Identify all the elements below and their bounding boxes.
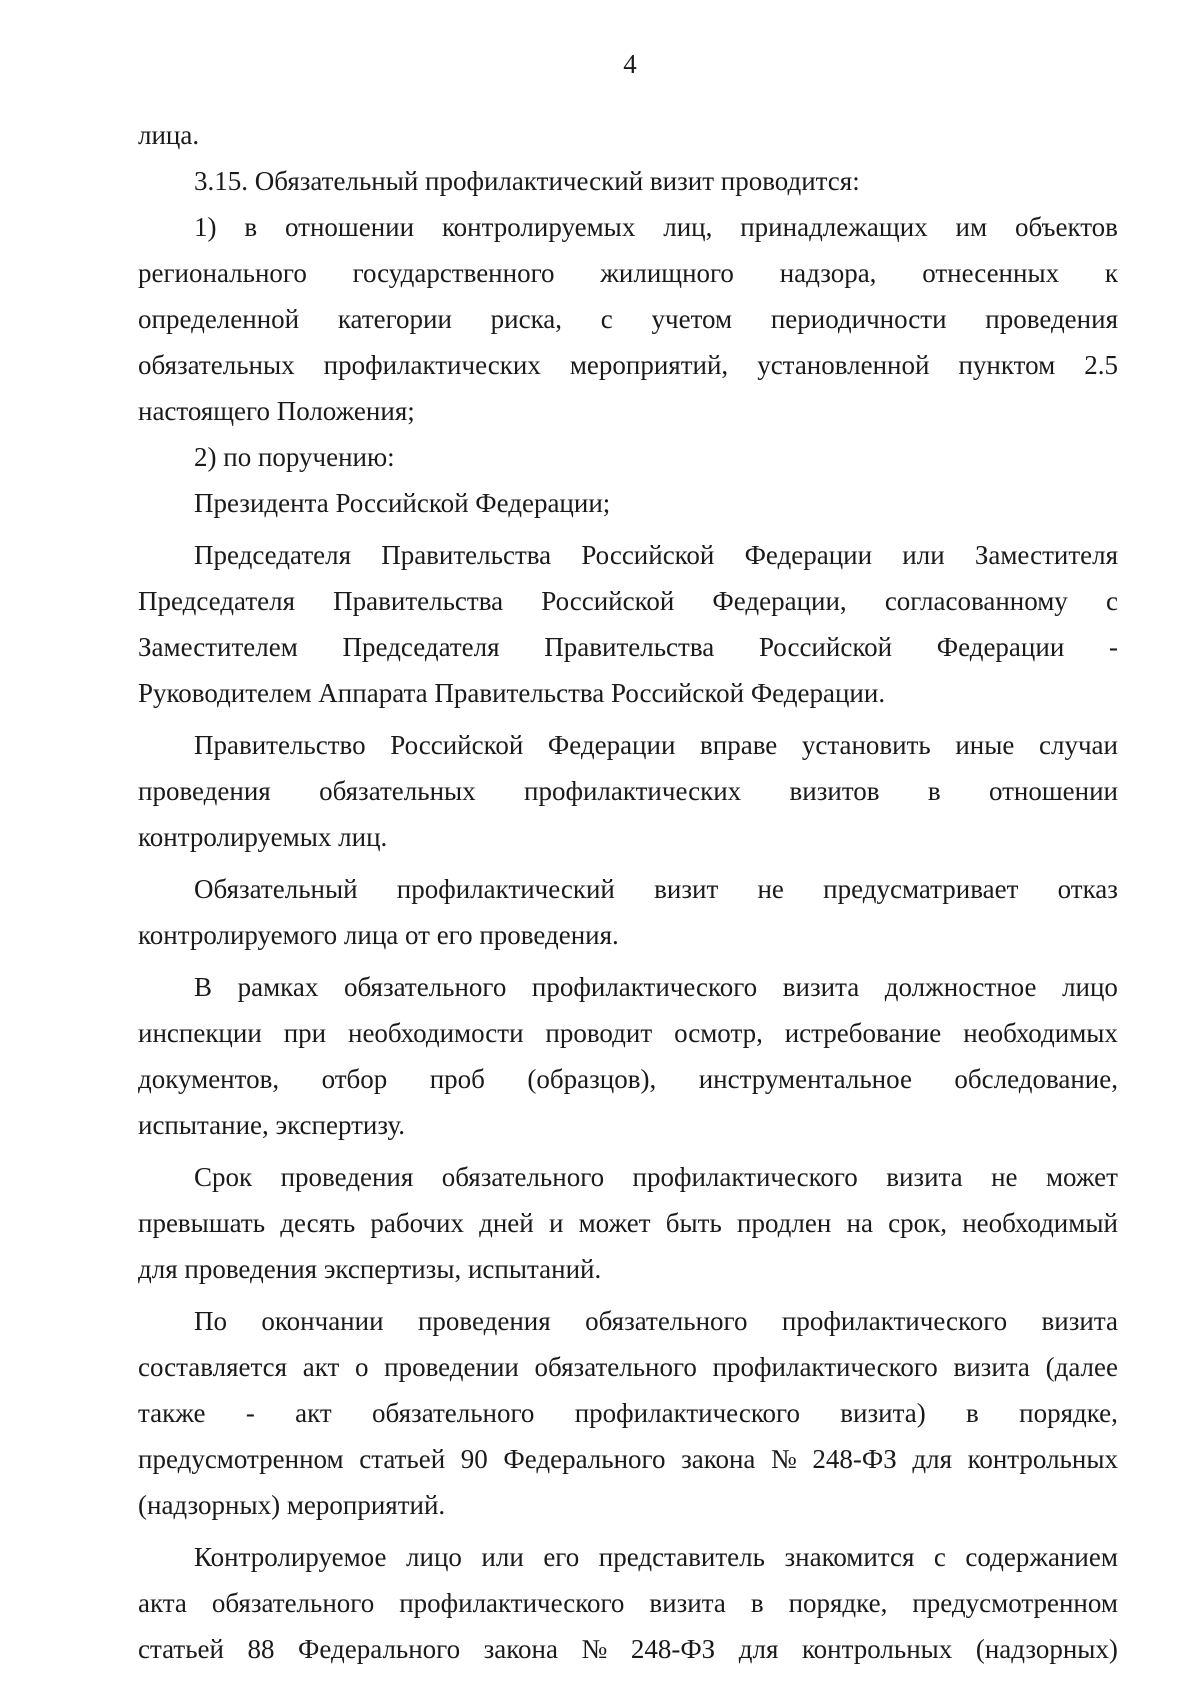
word: дней <box>479 1208 534 1238</box>
word: Срок <box>194 1162 253 1192</box>
word: профилактического <box>632 1162 858 1192</box>
word: профилактического <box>574 1398 800 1428</box>
text-line <box>138 342 1118 388</box>
word: объектов <box>1014 212 1118 242</box>
word: обязательного <box>441 1162 605 1192</box>
word: также <box>138 1398 206 1428</box>
word: с <box>1105 586 1118 616</box>
word: для <box>912 1444 952 1474</box>
text-line <box>138 768 1118 814</box>
word: акт <box>302 1352 340 1382</box>
word: продлен <box>737 1208 832 1238</box>
text-line <box>138 1534 1118 1580</box>
word: Федерации <box>744 540 873 570</box>
text-line: испытание, экспертизу. <box>138 1110 406 1140</box>
text-line: 3.15. Обязательный профилактический визит проводится: <box>194 166 860 196</box>
word: обязательных <box>319 776 476 806</box>
word: (надзорных) <box>975 1634 1118 1664</box>
word: необходимости <box>348 1018 524 1048</box>
text-line <box>138 1010 1118 1056</box>
word: Правительство <box>194 730 366 760</box>
word: отнесенных <box>922 258 1060 288</box>
word: может <box>1045 1162 1118 1192</box>
word: проведения <box>985 304 1118 334</box>
word: В <box>194 972 213 1002</box>
word: отношении <box>285 212 415 242</box>
word: контрольных <box>801 1634 953 1664</box>
word: превышать <box>138 1208 266 1238</box>
word: государственного <box>352 258 555 288</box>
word: или <box>481 1542 524 1572</box>
text-line <box>138 532 1118 578</box>
word: при <box>283 1018 327 1048</box>
word: содержанием <box>965 1542 1118 1572</box>
text-line: настоящего Положения; <box>138 396 415 426</box>
word: профилактический <box>396 874 615 904</box>
word: 2.5 <box>1084 350 1118 380</box>
word: Заместителем <box>138 632 298 662</box>
word: Российской <box>581 540 715 570</box>
text-line <box>138 1056 1118 1102</box>
word: Правительства <box>333 586 504 616</box>
word: в <box>927 776 941 806</box>
word: лицо <box>1062 972 1118 1002</box>
word: определенной <box>138 304 300 334</box>
word: визита <box>886 1162 963 1192</box>
word: Федерального <box>298 1634 461 1664</box>
text-line: (надзорных) мероприятий. <box>138 1490 446 1520</box>
word: закона <box>681 1444 756 1474</box>
word: проб <box>429 1064 485 1094</box>
word: на <box>846 1208 873 1238</box>
word: проведения <box>138 776 271 806</box>
word: визита <box>649 1588 726 1618</box>
word: в <box>966 1398 979 1428</box>
word: обязательного <box>343 972 507 1002</box>
word: предусмотренном <box>138 1444 344 1474</box>
word: необходимых <box>963 1018 1118 1048</box>
word: обязательного <box>372 1398 535 1428</box>
word: Российской <box>758 632 893 662</box>
word: проведения <box>417 1306 551 1336</box>
word: не <box>757 874 784 904</box>
word: учетом <box>651 304 733 334</box>
word: контрольных <box>967 1444 1118 1474</box>
word: в <box>750 1588 764 1618</box>
word: должностное <box>884 972 1037 1002</box>
word: обязательного <box>585 1306 748 1336</box>
word: (далее <box>1045 1352 1118 1382</box>
word: № <box>581 1634 608 1664</box>
text-line <box>138 1344 1118 1390</box>
word: статьей <box>359 1444 446 1474</box>
word: Заместителя <box>974 540 1118 570</box>
word: профилактических <box>524 776 742 806</box>
word: проводит <box>545 1018 653 1048</box>
text-line <box>138 1154 1118 1200</box>
word: профилактических <box>323 350 541 380</box>
text-line <box>138 866 1118 912</box>
word: отказ <box>1057 874 1118 904</box>
word: необходимый <box>962 1208 1118 1238</box>
word: 88 <box>247 1634 275 1664</box>
word: обязательных <box>138 350 295 380</box>
word: установленной <box>757 350 930 380</box>
word: 1) <box>194 212 217 242</box>
text-line <box>138 1436 1118 1482</box>
word: 90 <box>460 1444 488 1474</box>
text-line: 2) по поручению: <box>194 442 395 472</box>
word: категории <box>337 304 452 334</box>
text-line <box>138 578 1118 624</box>
word: Федерации, <box>712 586 847 616</box>
word: № <box>771 1444 797 1474</box>
word: для <box>738 1634 779 1664</box>
word: визита <box>782 972 860 1002</box>
text-line <box>138 296 1118 342</box>
text-line <box>138 1390 1118 1436</box>
text-line: контролируемого лица от его проведения. <box>138 920 619 950</box>
word: обследование, <box>954 1064 1118 1094</box>
word: порядке, <box>788 1588 888 1618</box>
word: жилищного <box>600 258 734 288</box>
word: риска, <box>490 304 563 334</box>
word: установить <box>801 730 931 760</box>
word: лиц, <box>663 212 713 242</box>
text-line: для проведения экспертизы, испытаний. <box>138 1254 602 1284</box>
word: может <box>578 1208 651 1238</box>
text-line <box>138 1298 1118 1344</box>
word: - <box>1109 632 1118 662</box>
word: отношении <box>988 776 1118 806</box>
word: акта <box>138 1588 187 1618</box>
word: профилактического <box>531 972 758 1002</box>
word: 248-ФЗ <box>812 1444 897 1474</box>
text-line <box>138 1626 1118 1672</box>
word: его <box>543 1542 580 1572</box>
word: рамках <box>237 972 319 1002</box>
word: обязательного <box>534 1352 697 1382</box>
word: Федерации <box>936 632 1065 662</box>
word: случаи <box>1039 730 1118 760</box>
word: Правительства <box>381 540 552 570</box>
word: с <box>933 1542 946 1572</box>
word: визитов <box>789 776 880 806</box>
word: быть <box>665 1208 722 1238</box>
word: срок, <box>888 1208 948 1238</box>
text-line <box>138 1200 1118 1246</box>
word: предусмотренном <box>912 1588 1118 1618</box>
word: - <box>245 1398 255 1428</box>
word: обязательного <box>211 1588 375 1618</box>
text-line: контролируемых лиц. <box>138 822 388 852</box>
word: визита <box>1041 1306 1118 1336</box>
text-line <box>138 722 1118 768</box>
text-line <box>138 204 1118 250</box>
word: отбор <box>321 1064 388 1094</box>
text-line: лица. <box>138 120 200 150</box>
word: инспекции <box>138 1018 262 1048</box>
word: визита <box>953 1352 1030 1382</box>
word: им <box>955 212 988 242</box>
word: предусматривает <box>823 874 1019 904</box>
word: с <box>600 304 613 334</box>
word: Правительства <box>544 632 715 662</box>
word: принадлежащих <box>740 212 928 242</box>
word: периодичности <box>770 304 947 334</box>
word: порядке, <box>1019 1398 1118 1428</box>
word: о <box>354 1352 369 1382</box>
page-number: 4 <box>623 49 637 79</box>
word: в <box>244 212 258 242</box>
word: Председателя <box>138 586 296 616</box>
text-line: Президента Российской Федерации; <box>194 488 611 518</box>
word: вправе <box>700 730 778 760</box>
word: мероприятий, <box>569 350 729 380</box>
word: проведения <box>280 1162 414 1192</box>
word: инструментальное <box>698 1064 912 1094</box>
word: надзора, <box>779 258 877 288</box>
text-line <box>138 964 1118 1010</box>
word: не <box>991 1162 1018 1192</box>
word: окончании <box>261 1306 384 1336</box>
word: иные <box>955 730 1015 760</box>
word: акт <box>295 1398 332 1428</box>
word: составляется <box>138 1352 288 1382</box>
word: представитель <box>598 1542 765 1572</box>
word: и <box>548 1208 564 1238</box>
word: Председателя <box>342 632 500 662</box>
text-line <box>138 624 1118 670</box>
word: визита) <box>840 1398 926 1428</box>
word: Российской <box>541 586 675 616</box>
word: к <box>1104 258 1118 288</box>
word: Федерации <box>547 730 676 760</box>
word: согласованному <box>884 586 1068 616</box>
word: профилактического <box>399 1588 625 1618</box>
word: лицо <box>406 1542 462 1572</box>
word: регионального <box>138 258 307 288</box>
word: истребование <box>784 1018 942 1048</box>
word: профилактического <box>712 1352 938 1382</box>
word: закона <box>483 1634 558 1664</box>
text-line <box>138 1580 1118 1626</box>
document-body <box>138 112 1118 1672</box>
word: статьей <box>138 1634 224 1664</box>
word: проведении <box>384 1352 519 1382</box>
word: Российской <box>390 730 524 760</box>
word: осмотр, <box>674 1018 763 1048</box>
text-line <box>138 250 1118 296</box>
word: контролируемых <box>441 212 636 242</box>
word: По <box>194 1306 227 1336</box>
word: знакомится <box>784 1542 915 1572</box>
word: 248-ФЗ <box>630 1634 716 1664</box>
word: документов, <box>138 1064 280 1094</box>
word: Контролируемое <box>194 1542 387 1572</box>
text-line: Руководителем Аппарата Правительства Российской Федерации. <box>138 678 886 708</box>
word: рабочих <box>370 1208 464 1238</box>
word: (образцов), <box>527 1064 657 1094</box>
word: профилактического <box>781 1306 1008 1336</box>
word: десять <box>280 1208 356 1238</box>
word: пунктом <box>958 350 1056 380</box>
word: Федерального <box>503 1444 666 1474</box>
word: Обязательный <box>194 874 358 904</box>
word: Председателя <box>194 540 352 570</box>
word: или <box>902 540 945 570</box>
word: визит <box>654 874 719 904</box>
